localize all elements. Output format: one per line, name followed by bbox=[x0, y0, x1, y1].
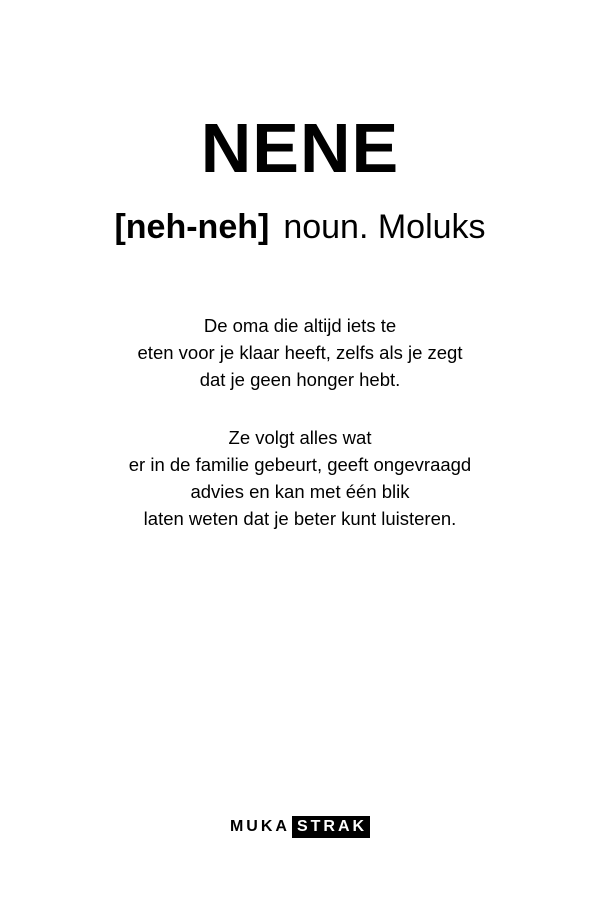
definition-line: dat je geen honger hebt. bbox=[199, 369, 401, 390]
definition-line: laten weten dat je beter kunt luisteren. bbox=[143, 508, 457, 529]
definition-line: De oma die altijd iets te bbox=[203, 315, 397, 336]
brand-logo bbox=[0, 816, 600, 838]
entry-subtitle bbox=[0, 205, 600, 249]
definition-paragraph-2 bbox=[0, 424, 600, 532]
definition-line: Ze volgt alles wat bbox=[228, 427, 372, 448]
entry-part-of-speech: noun. Moluks bbox=[283, 208, 486, 246]
definition-line: er in de familie gebeurt, geeft ongevraagd bbox=[128, 454, 472, 475]
brand-logo-muka: MUKA bbox=[229, 818, 290, 835]
brand-logo-strak: STRAK bbox=[292, 816, 370, 838]
definition-line: eten voor je klaar heeft, zelfs als je zegt bbox=[137, 342, 463, 363]
entry-word: NENE bbox=[200, 109, 400, 187]
entry-pronunciation: [neh-neh] bbox=[114, 208, 270, 246]
definition-line: advies en kan met één blik bbox=[190, 481, 410, 502]
definition-paragraph-1 bbox=[0, 312, 600, 393]
